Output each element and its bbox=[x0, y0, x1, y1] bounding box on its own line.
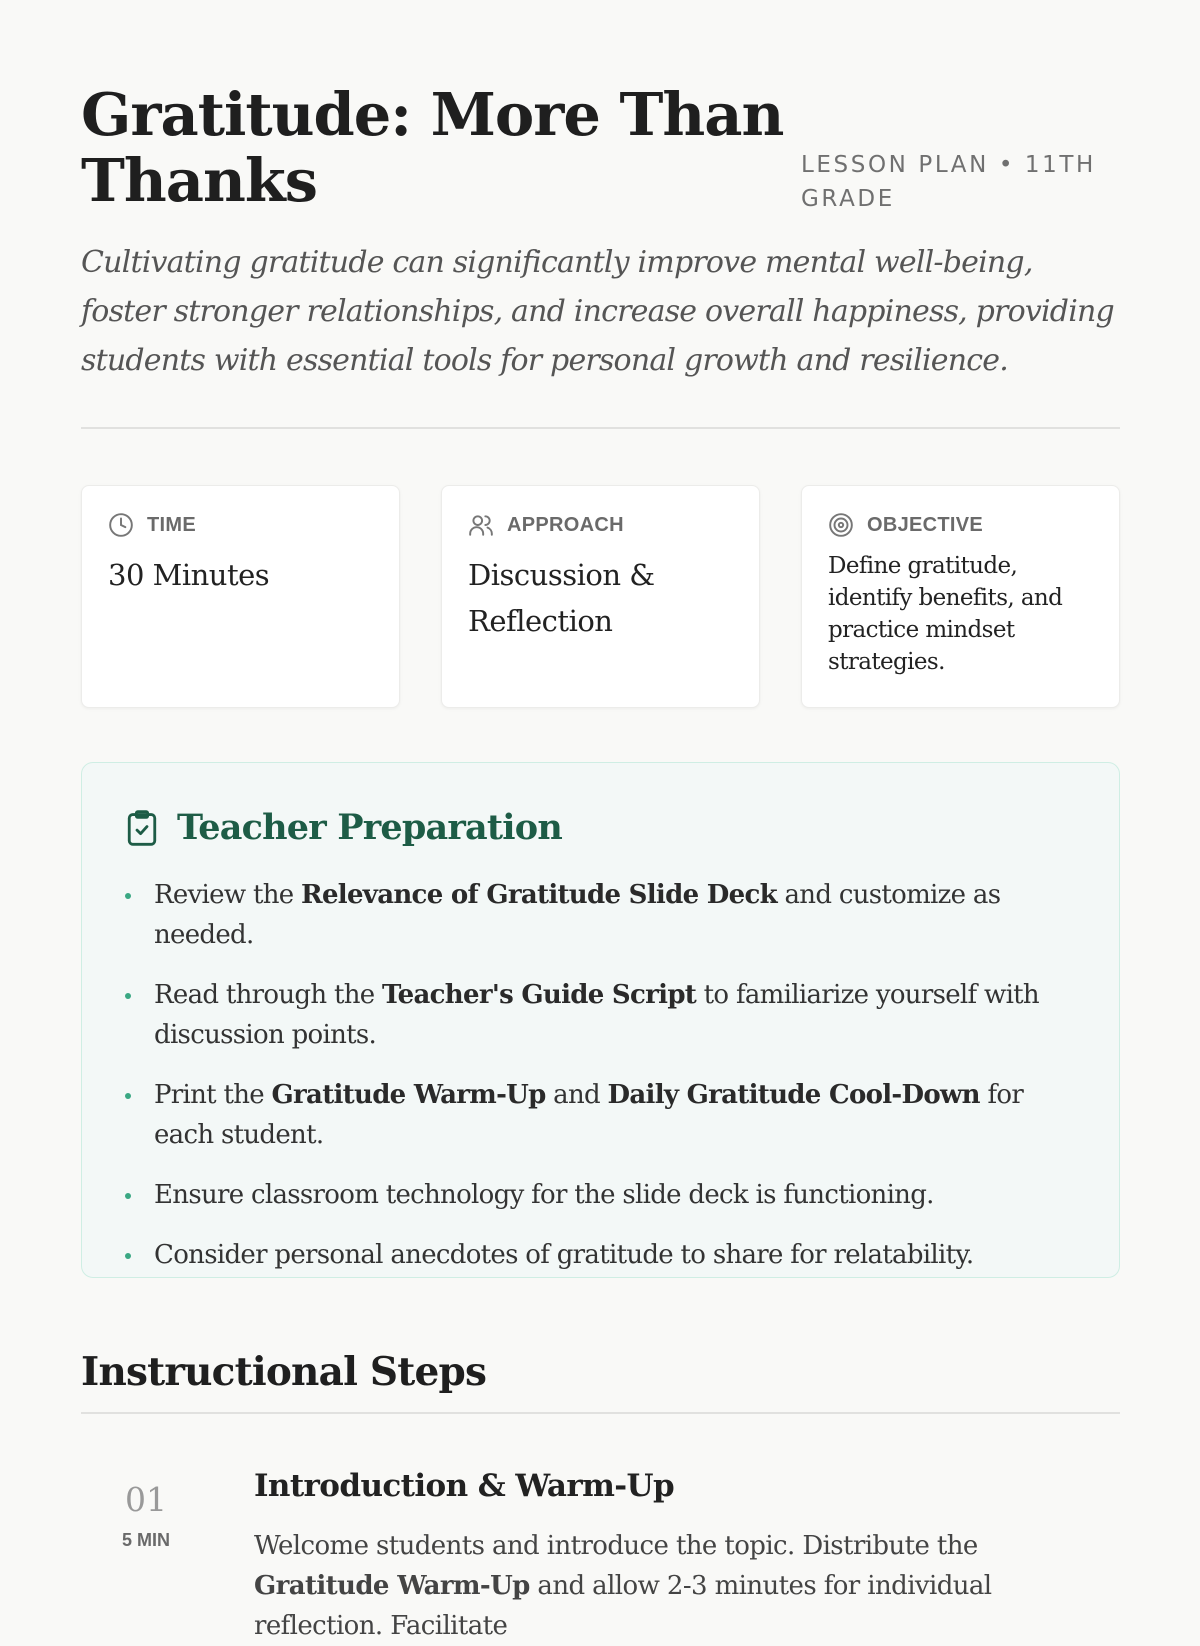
target-icon bbox=[828, 512, 854, 538]
card-objective bbox=[801, 485, 1120, 708]
card-approach bbox=[441, 485, 760, 708]
card-value-objective: Define gratitude, identify benefits, and practice mindset strategies. bbox=[828, 553, 1063, 675]
card-value-approach: Discussion & Reflection bbox=[468, 558, 655, 638]
list-item: Review the Relevance of Gratitude Slide Deck and customize as needed. bbox=[125, 875, 1085, 955]
bullet bbox=[125, 1253, 131, 1259]
list-item: Consider personal anecdotes of gratitude to share for relatability. bbox=[125, 1235, 1085, 1275]
list-item: Read through the Teacher's Guide Script to familiarize yourself with discussion points. bbox=[125, 975, 1085, 1055]
bullet bbox=[125, 1093, 131, 1099]
card-time bbox=[81, 485, 400, 708]
card-value-time: 30 Minutes bbox=[108, 558, 270, 592]
info-cards bbox=[81, 485, 1120, 708]
lesson-plan-page bbox=[81, 0, 1120, 1641]
divider bbox=[81, 1412, 1120, 1414]
bullet bbox=[125, 1193, 131, 1199]
bullet bbox=[125, 993, 131, 999]
teacher-preparation bbox=[81, 762, 1120, 1278]
card-label-objective: OBJECTIVE bbox=[867, 513, 984, 536]
header bbox=[81, 0, 1120, 228]
clock-icon bbox=[108, 512, 134, 538]
card-label-approach: APPROACH bbox=[507, 513, 624, 536]
prep-header bbox=[125, 807, 562, 848]
step-duration: 5 MIN bbox=[121, 1530, 170, 1550]
step-number: 01 bbox=[125, 1480, 167, 1519]
page-subtitle: Cultivating gratitude can significantly improve mental well-being, foster stronger relationships, and increase overall happiness, providing students with essential tools for personal growth and resilience. bbox=[81, 245, 1114, 378]
prep-title: Teacher Preparation bbox=[177, 807, 562, 848]
users-icon bbox=[468, 512, 494, 538]
lesson-meta: LESSON PLAN • 11TH GRADE bbox=[801, 152, 1096, 212]
step-title: Introduction & Warm-Up bbox=[254, 1468, 675, 1504]
divider bbox=[81, 427, 1120, 429]
card-label-time: TIME bbox=[147, 513, 196, 536]
bullet bbox=[125, 893, 131, 899]
clipboard-check-icon bbox=[125, 809, 159, 847]
prep-list bbox=[125, 875, 1085, 1295]
page-title: Gratitude: More Than Thanks bbox=[81, 80, 784, 215]
list-item: Ensure classroom technology for the slide deck is functioning. bbox=[125, 1175, 1085, 1215]
list-item: Print the Gratitude Warm-Up and Daily Gratitude Cool-Down for each student. bbox=[125, 1075, 1085, 1155]
steps-title: Instructional Steps bbox=[81, 1349, 487, 1395]
step-body: Welcome students and introduce the topic. Distribute the Gratitude Warm-Up and allow 2-3 minutes for individual reflection. Facilitate bbox=[254, 1531, 992, 1641]
